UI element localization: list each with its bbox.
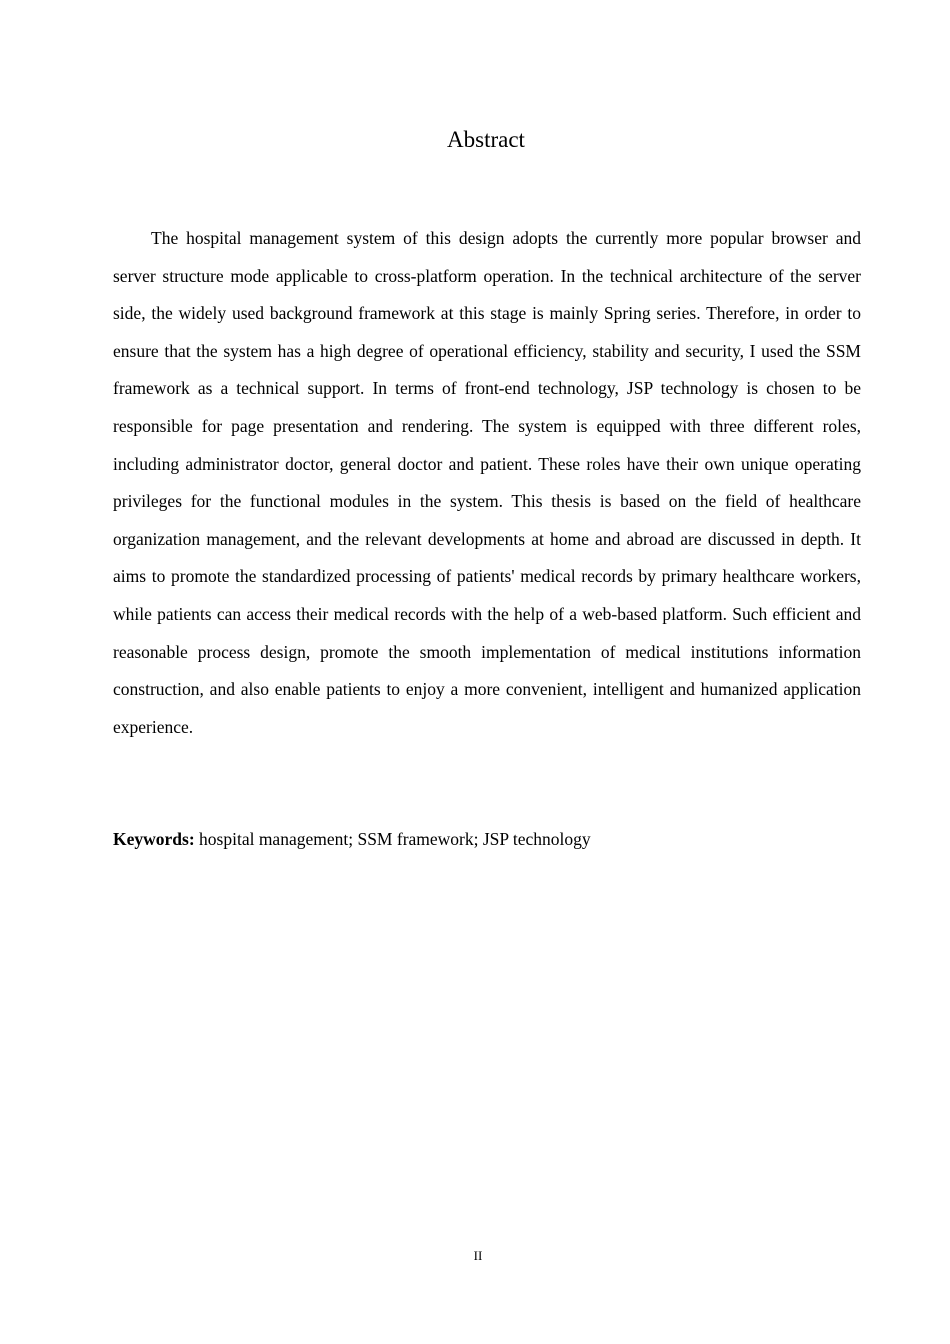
keywords-label: Keywords: bbox=[113, 829, 195, 849]
abstract-body: The hospital management system of this design adopts the currently more popular browser and server structure mode applicable to cross-platform operation. In the technical architecture of the server side, the widely used background framework at this stage is mainly Spring series. Therefore, in order to ensure that the system has a high degree of operational efficiency, stability and security, I used the SSM framework as a technical support. In terms of front-end technology, JSP technology is chosen to be responsible for page presentation and rendering. The system is equipped with three different roles, including administrator doctor, general doctor and patient. These roles have their own unique operating privileges for the functional modules in the system. This thesis is based on the field of healthcare organization management, and the relevant developments at home and abroad are discussed in depth. It aims to promote the standardized processing of patients' medical records by primary healthcare workers, while patients can access their medical records with the help of a web-based platform. Such efficient and reasonable process design, promote the smooth implementation of medical institutions information construction, and also enable patients to enjoy a more convenient, intelligent and humanized application experience. bbox=[113, 228, 861, 737]
keywords-line bbox=[113, 824, 861, 854]
page-number: II bbox=[473, 1248, 483, 1263]
keywords-text: hospital management; SSM framework; JSP technology bbox=[194, 829, 591, 849]
abstract-title: Abstract bbox=[447, 127, 525, 152]
